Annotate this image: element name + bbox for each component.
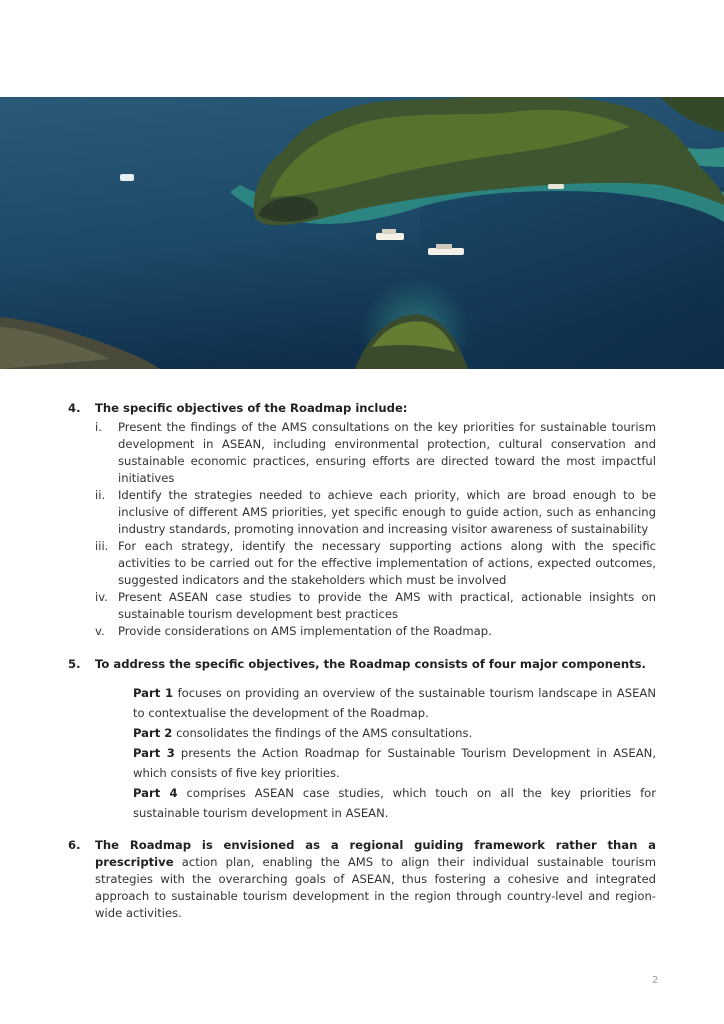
list-numeral: iv. bbox=[95, 590, 108, 604]
section-heading: The specific objectives of the Roadmap include: bbox=[95, 401, 408, 415]
component-part-2 bbox=[133, 723, 656, 743]
section-number: 6. bbox=[68, 838, 81, 852]
list-text: Provide considerations on AMS implementation of the Roadmap. bbox=[118, 624, 492, 638]
part-label: Part 3 bbox=[133, 746, 175, 760]
objectives-list bbox=[68, 419, 656, 640]
boat-far bbox=[548, 184, 564, 189]
boat-left bbox=[120, 174, 134, 181]
section-6-body bbox=[95, 837, 656, 922]
lagoon-illustration bbox=[0, 97, 724, 369]
section-heading: To address the specific objectives, the Roadmap consists of four major components. bbox=[95, 657, 646, 671]
list-item bbox=[95, 623, 656, 640]
part-label: Part 4 bbox=[133, 786, 178, 800]
section-4 bbox=[68, 400, 656, 417]
list-text: For each strategy, identify the necessary supporting actions along with the specific activities to be carried out for the effective implementation of actions, expected outcomes, suggested indicators and the stakeholders which must be involved bbox=[118, 539, 656, 587]
list-text: Identify the strategies needed to achieve each priority, which are broad enough to be inclusive of different AMS priorities, yet specific enough to guide action, such as enhancing industry standards, promoting innovation and increasing visitor awareness of sustainability bbox=[118, 488, 656, 536]
components-list bbox=[133, 683, 656, 823]
list-item bbox=[95, 487, 656, 538]
section-5 bbox=[68, 656, 656, 673]
component-part-1 bbox=[133, 683, 656, 723]
part-label: Part 1 bbox=[133, 686, 174, 700]
part-text: presents the Action Roadmap for Sustainable Tourism Development in ASEAN, which consists of five key priorities. bbox=[133, 746, 657, 780]
section-heading: The Roadmap is envisioned as a regional guiding framework rather than a prescriptive bbox=[95, 838, 656, 869]
list-item bbox=[95, 538, 656, 589]
list-item bbox=[95, 589, 656, 623]
document-body bbox=[68, 400, 656, 922]
component-part-4 bbox=[133, 783, 656, 823]
part-text: comprises ASEAN case studies, which touch on all the key priorities for sustainable tourism development in ASEAN. bbox=[133, 786, 657, 820]
list-item bbox=[95, 419, 656, 487]
list-numeral: ii. bbox=[95, 488, 106, 502]
section-number: 5. bbox=[68, 657, 81, 671]
part-label: Part 2 bbox=[133, 726, 173, 740]
page-number: 2 bbox=[652, 975, 659, 986]
section-text: action plan, enabling the AMS to align their individual sustainable tourism strategies with the overarching goals of ASEAN, thus fostering a cohesive and integrated approach to sustainable tourism development in the region through country-level and region-wide activities. bbox=[95, 855, 657, 920]
part-text: consolidates the findings of the AMS consultations. bbox=[176, 726, 473, 740]
list-text: Present the findings of the AMS consultations on the key priorities for sustainable tourism development in ASEAN, including environmental protection, cultural conservation and sustainable economic practices, ensuring efforts are directed toward the most impactful initiatives bbox=[118, 420, 656, 485]
part-text: focuses on providing an overview of the sustainable tourism landscape in ASEAN to contextualise the development of the Roadmap. bbox=[133, 686, 656, 720]
lagoon-photo bbox=[0, 97, 724, 369]
section-6 bbox=[68, 837, 656, 922]
list-numeral: iii. bbox=[95, 539, 109, 553]
list-numeral: v. bbox=[95, 624, 105, 638]
component-part-3 bbox=[133, 743, 656, 783]
list-numeral: i. bbox=[95, 420, 102, 434]
list-text: Present ASEAN case studies to provide the AMS with practical, actionable insights on sustainable tourism development best practices bbox=[118, 590, 656, 621]
section-number: 4. bbox=[68, 401, 81, 415]
